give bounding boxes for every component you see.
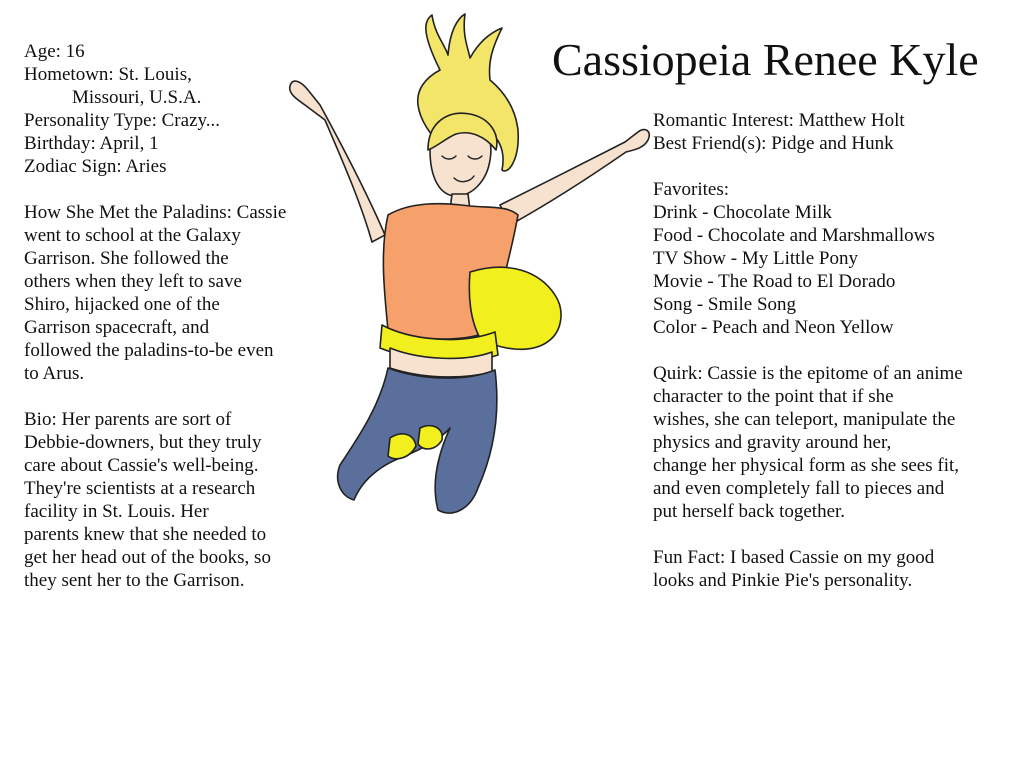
page-title: Cassiopeia Renee Kyle bbox=[552, 34, 979, 85]
met-paladins-line: Garrison. She followed the bbox=[24, 248, 229, 269]
met-paladins-line: Garrison spacecraft, and bbox=[24, 317, 210, 338]
best-friends-line: Best Friend(s): Pidge and Hunk bbox=[653, 133, 894, 154]
met-paladins-line: went to school at the Galaxy bbox=[24, 225, 241, 246]
met-paladins-line: followed the paladins-to-be even bbox=[24, 340, 274, 361]
fun-fact-line: looks and Pinkie Pie's personality. bbox=[653, 570, 913, 591]
hometown-line-continued: Missouri, U.S.A. bbox=[72, 87, 202, 108]
zodiac-line: Zodiac Sign: Aries bbox=[24, 156, 167, 177]
bio-line: they sent her to the Garrison. bbox=[24, 570, 245, 591]
met-paladins-line: others when they left to save bbox=[24, 271, 242, 292]
favorite-item: Song - Smile Song bbox=[653, 294, 797, 315]
favorite-item: Color - Peach and Neon Yellow bbox=[653, 317, 894, 338]
romantic-interest-line: Romantic Interest: Matthew Holt bbox=[653, 110, 905, 131]
met-paladins-line: How She Met the Paladins: Cassie bbox=[24, 202, 287, 223]
right-arm-shape bbox=[500, 130, 649, 225]
right-column bbox=[653, 109, 1013, 592]
bio-line: Bio: Her parents are sort of bbox=[24, 409, 232, 430]
bio-line: parents knew that she needed to bbox=[24, 524, 267, 545]
favorite-item: Drink - Chocolate Milk bbox=[653, 202, 832, 223]
age-line: Age: 16 bbox=[24, 41, 85, 62]
fun-fact-paragraph bbox=[653, 546, 1013, 592]
fun-fact-line: Fun Fact: I based Cassie on my good bbox=[653, 547, 935, 568]
met-paladins-line: to Arus. bbox=[24, 363, 85, 384]
quirk-line: change her physical form as she sees fit, bbox=[653, 455, 960, 476]
quirk-line: and even completely fall to pieces and bbox=[653, 478, 945, 499]
character-drawing bbox=[270, 10, 660, 530]
favorite-item: Movie - The Road to El Dorado bbox=[653, 271, 896, 292]
met-paladins-line: Shiro, hijacked one of the bbox=[24, 294, 220, 315]
character-illustration bbox=[270, 10, 660, 530]
bio-line: They're scientists at a research bbox=[24, 478, 256, 499]
quirk-line: put herself back together. bbox=[653, 501, 846, 522]
favorite-item: TV Show - My Little Pony bbox=[653, 248, 858, 269]
quirk-line: character to the point that if she bbox=[653, 386, 894, 407]
personality-line: Personality Type: Crazy... bbox=[24, 110, 221, 131]
bio-line: Debbie-downers, but they truly bbox=[24, 432, 262, 453]
left-sneaker-shape bbox=[388, 434, 416, 459]
right-sneaker-shape bbox=[418, 426, 442, 449]
favorites-heading: Favorites: bbox=[653, 179, 729, 200]
quirk-line: wishes, she can teleport, manipulate the bbox=[653, 409, 956, 430]
bio-line: get her head out of the books, so bbox=[24, 547, 271, 568]
bio-line: facility in St. Louis. Her bbox=[24, 501, 209, 522]
hometown-line: Hometown: St. Louis, bbox=[24, 64, 192, 85]
birthday-line: Birthday: April, 1 bbox=[24, 133, 159, 154]
quirk-line: physics and gravity around her, bbox=[653, 432, 892, 453]
left-arm-shape bbox=[290, 81, 385, 242]
bio-line: care about Cassie's well-being. bbox=[24, 455, 259, 476]
favorite-item: Food - Chocolate and Marshmallows bbox=[653, 225, 935, 246]
quirk-paragraph bbox=[653, 362, 1013, 523]
jeans-shape bbox=[338, 368, 497, 513]
quirk-line: Quirk: Cassie is the epitome of an anime bbox=[653, 363, 963, 384]
